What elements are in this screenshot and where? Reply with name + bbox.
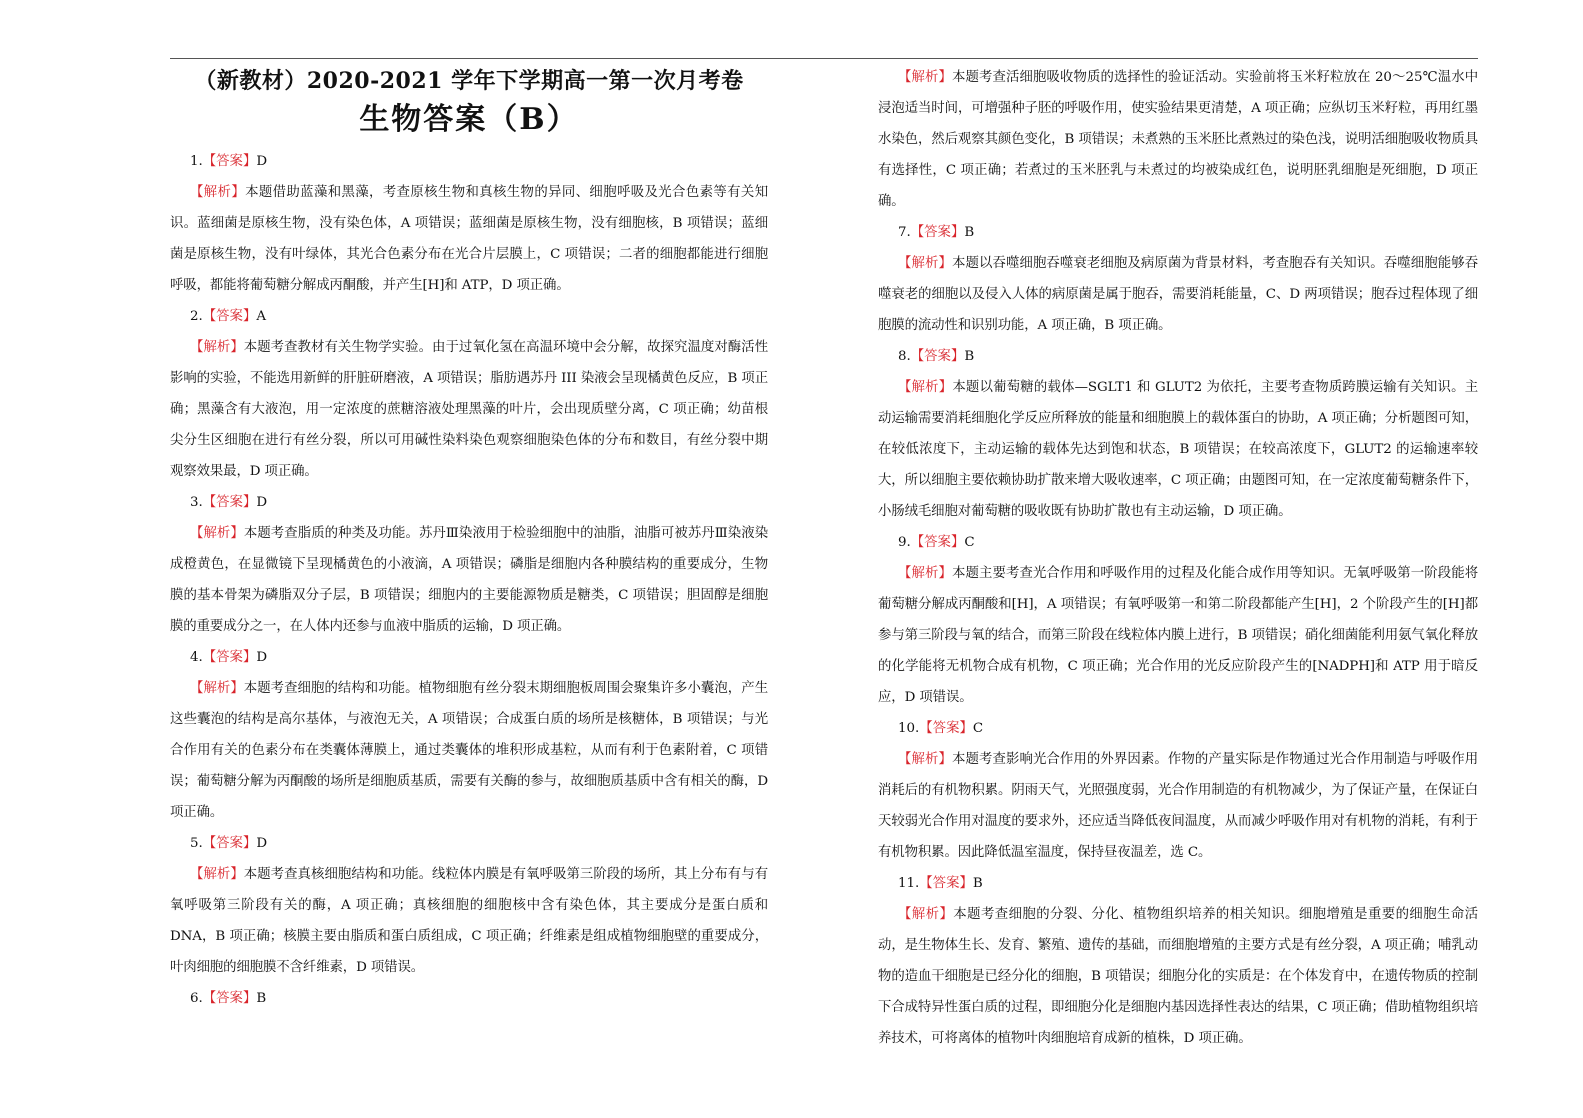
right-column <box>878 62 1478 1054</box>
top-rule <box>170 58 1478 59</box>
analysis-6: 【解析】本题考查活细胞吸收物质的选择性的验证活动。实验前将玉米籽粒放在 20～25℃温水中浸泡适当时间，可增强种子胚的呼吸作用，使实验结果更清楚，A 项正确；应纵切玉米籽粒，再用红墨水染色，然后观察其颜色变化，B 项错误；未煮熟的玉米胚比煮熟过的染色浅，说明活细胞吸收物质具有选择性，C 项正确；若煮过的玉米胚乳与未煮过的均被染成红色，说明胚乳细胞是死细胞，D 项正确。 <box>878 70 1478 209</box>
analysis-1: 【解析】本题借助蓝藻和黑藻，考查原核生物和真核生物的异同、细胞呼吸及光合色素等有关知识。蓝细菌是原核生物，没有染色体，A 项错误；蓝细菌是原核生物，没有细胞核，B 项错误；蓝细菌是原核生物，没有叶绿体，其光合色素分布在光合片层膜上，C 项错误；二者的细胞都能进行细胞呼吸，都能将葡萄糖分解成丙酮酸，并产生[H]和 ATP，D 项正确。 <box>170 185 768 293</box>
analysis-10: 【解析】本题考查影响光合作用的外界因素。作物的产量实际是作物通过光合作用制造与呼吸作用消耗后的有机物积累。阴雨天气，光照强度弱，光合作用制造的有机物减少，为了保证产量，在保证白天较弱光合作用对温度的要求外，还应适当降低夜间温度，从而减少呼吸作用对有机物的消耗，有利于有机物积累。因此降低温室温度，保持昼夜温差，选 C。 <box>878 752 1478 860</box>
answer-3: 3.【答案】D <box>190 495 268 510</box>
analysis-4: 【解析】本题考查细胞的结构和功能。植物细胞有丝分裂末期细胞板周围会聚集许多小囊泡，产生这些囊泡的结构是高尔基体，与液泡无关，A 项错误；合成蛋白质的场所是核糖体，B 项错误；与光合作用有关的色素分布在类囊体薄膜上，通过类囊体的堆积形成基粒，从而有利于色素附着，C 项错误；葡萄糖分解为丙酮酸的场所是细胞质基质，需要有关酶的参与，故细胞质基质中含有相关的酶，D 项正确。 <box>170 681 768 820</box>
page-title: （新教材）2020-2021 学年下学期高一第一次月考卷 <box>194 68 744 94</box>
analysis-5: 【解析】本题考查真核细胞结构和功能。线粒体内膜是有氧呼吸第三阶段的场所，其上分布有与有氧呼吸第三阶段有关的酶，A 项正确；真核细胞的细胞核中含有染色体，其主要成分是蛋白质和 DNA，B 项正确；核膜主要由脂质和蛋白质组成，C 项正确；纤维素是组成植物细胞壁的重要成分，叶肉细胞的细胞膜不含纤维素，D 项错误。 <box>170 867 768 975</box>
answer-1: 1.【答案】D <box>190 154 268 169</box>
analysis-8: 【解析】本题以葡萄糖的载体—SGLT1 和 GLUT2 为依托，主要考查物质跨膜运输有关知识。主动运输需要消耗细胞化学反应所释放的能量和细胞膜上的载体蛋白的协助，A 项正确；分析题图可知，在较低浓度下，主动运输的载体先达到饱和状态，B 项错误；在较高浓度下，GLUT2 的运输速率较大，所以细胞主要依赖协助扩散来增大吸收速率，C 项正确；由题图可知，在一定浓度葡萄糖条件下，小肠绒毛细胞对葡萄糖的吸收既有协助扩散也有主动运输，D 项正确。 <box>878 380 1478 519</box>
page-subtitle: 生物答案（B） <box>359 102 579 137</box>
answer-7: 7.【答案】B <box>898 225 975 240</box>
answer-10: 10.【答案】C <box>898 721 984 736</box>
answer-8: 8.【答案】B <box>898 349 975 364</box>
left-column <box>170 62 768 1014</box>
answer-11: 11.【答案】B <box>898 876 983 891</box>
analysis-2: 【解析】本题考查教材有关生物学实验。由于过氧化氢在高温环境中会分解，故探究温度对酶活性影响的实验，不能选用新鲜的肝脏研磨液，A 项错误；脂肪遇苏丹 III 染液会呈现橘黄色反应，B 项正确；黑藻含有大液泡，用一定浓度的蔗糖溶液处理黑藻的叶片，会出现质壁分离，C 项正确；幼苗根尖分生区细胞在进行有丝分裂，所以可用碱性染料染色观察细胞染色体的分布和数目，有丝分裂中期观察效果最，D 项正确。 <box>170 340 768 479</box>
analysis-9: 【解析】本题主要考查光合作用和呼吸作用的过程及化能合成作用等知识。无氧呼吸第一阶段能将葡萄糖分解成丙酮酸和[H]，A 项错误；有氧呼吸第一和第二阶段都能产生[H]，2 个阶段产生的[H]都参与第三阶段与氧的结合，而第三阶段在线粒体内膜上进行，B 项错误；硝化细菌能利用氨气氧化释放的化学能将无机物合成有机物，C 项正确；光合作用的光反应阶段产生的[NADPH]和 ATP 用于暗反应，D 项错误。 <box>878 566 1478 705</box>
answer-2: 2.【答案】A <box>190 309 267 324</box>
answer-6: 6.【答案】B <box>190 991 267 1006</box>
analysis-11: 【解析】本题考查细胞的分裂、分化、植物组织培养的相关知识。细胞增殖是重要的细胞生命活动，是生物体生长、发育、繁殖、遗传的基础，而细胞增殖的主要方式是有丝分裂，A 项正确；哺乳动物的造血干细胞是已经分化的细胞，B 项错误；细胞分化的实质是：在个体发育中，在遗传物质的控制下合成特异性蛋白质的过程，即细胞分化是细胞内基因选择性表达的结果，C 项正确；借助植物组织培养技术，可将离体的植物叶肉细胞培育成新的植株，D 项正确。 <box>878 907 1478 1046</box>
analysis-7: 【解析】本题以吞噬细胞吞噬衰老细胞及病原菌为背景材料，考查胞吞有关知识。吞噬细胞能够吞噬衰老的细胞以及侵入人体的病原菌是属于胞吞，需要消耗能量，C、D 两项错误；胞吞过程体现了细胞膜的流动性和识别功能，A 项正确，B 项正确。 <box>878 256 1478 333</box>
answer-9: 9.【答案】C <box>898 535 975 550</box>
answer-5: 5.【答案】D <box>190 836 268 851</box>
analysis-3: 【解析】本题考查脂质的种类及功能。苏丹Ⅲ染液用于检验细胞中的油脂，油脂可被苏丹Ⅲ染液染成橙黄色，在显微镜下呈现橘黄色的小液滴，A 项错误；磷脂是细胞内各种膜结构的重要成分，生物膜的基本骨架为磷脂双分子层，B 项错误；细胞内的主要能源物质是糖类，C 项错误；胆固醇是细胞膜的重要成分之一，在人体内还参与血液中脂质的运输，D 项正确。 <box>170 526 768 634</box>
answer-4: 4.【答案】D <box>190 650 268 665</box>
